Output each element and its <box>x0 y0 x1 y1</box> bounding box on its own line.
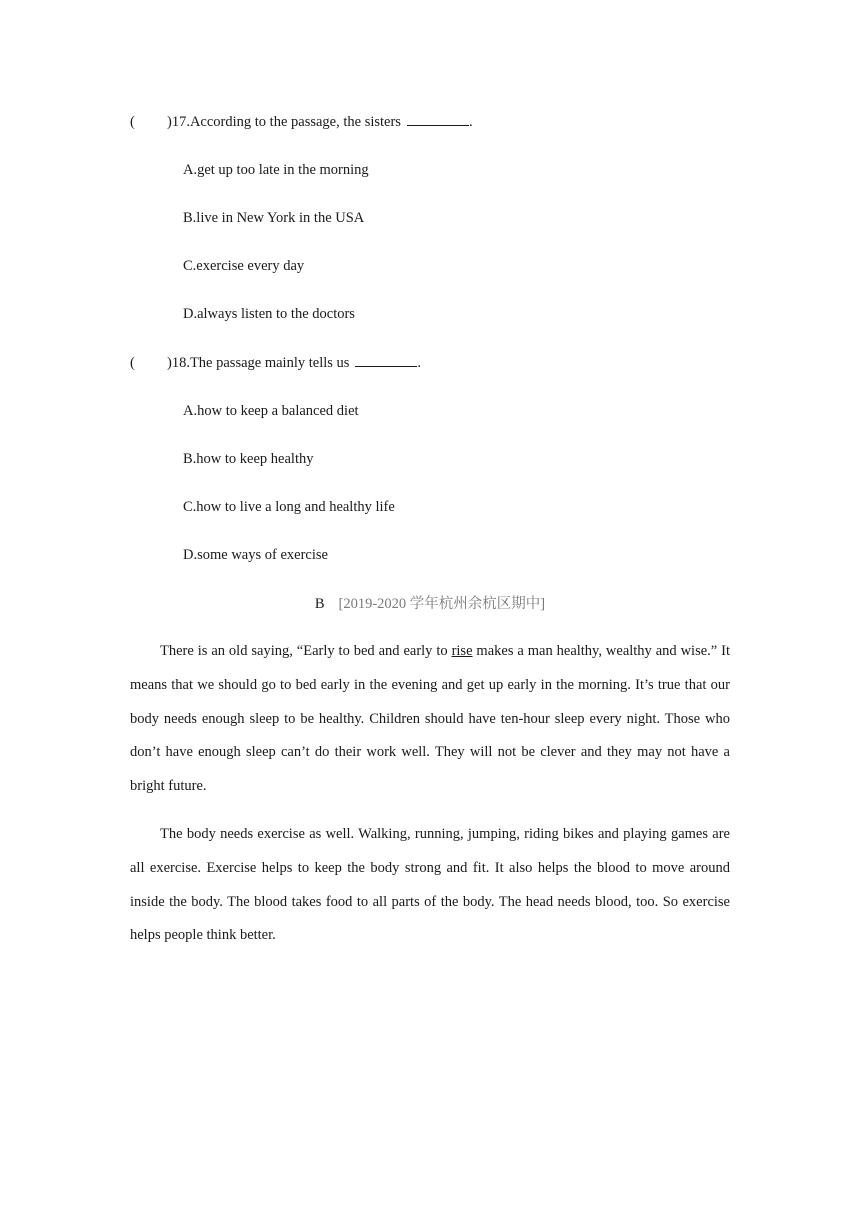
question-end: . <box>417 355 422 371</box>
option-c: C.how to live a long and healthy life <box>183 499 395 515</box>
section-source: [2019-2020 学年杭州余杭区期中] <box>338 596 546 612</box>
option-d: D.some ways of exercise <box>183 547 328 563</box>
question-text: )18.The passage mainly tells us <box>167 355 350 371</box>
question-18 <box>130 354 421 372</box>
underlined-word: rise <box>451 643 473 659</box>
passage-paragraph-2: The body needs exercise as well. Walking, running, jumping, riding bikes and playing games are all exercise. Exercise helps to keep the body strong and fit. It also helps the blood to move around inside the body. The blood takes food to all parts of the body. The head needs blood, too. So exercise helps people think better. <box>130 826 730 944</box>
section-heading <box>0 595 860 613</box>
question-text: )17.According to the passage, the sisters <box>167 114 401 130</box>
option-b: B.how to keep healthy <box>183 451 314 467</box>
option-d: D.always listen to the doctors <box>183 306 355 322</box>
answer-blank <box>355 354 417 367</box>
paragraph-text: There is an old saying, “Early to bed and early to <box>160 643 452 659</box>
option-a: A.get up too late in the morning <box>183 162 369 178</box>
paragraph-text: makes a man healthy, wealthy and wise.” It means that we should go to bed early in the evening and get up early in the morning. It’s true that our body needs enough sleep to be healthy. Children should have ten-hour sleep every night. Those who don’t have enough sleep can’t do their work well. They will not be clever and they may not have a bright future. <box>130 643 731 795</box>
answer-blank <box>407 113 469 126</box>
option-c: C.exercise every day <box>183 258 305 274</box>
passage-paragraph-1 <box>130 635 730 804</box>
option-b: B.live in New York in the USA <box>183 210 365 226</box>
option-a: A.how to keep a balanced diet <box>183 403 359 419</box>
answer-paren: ( <box>130 355 135 371</box>
section-letter: B <box>314 596 325 612</box>
question-17 <box>130 113 473 131</box>
answer-paren: ( <box>130 114 135 130</box>
question-end: . <box>468 114 473 130</box>
